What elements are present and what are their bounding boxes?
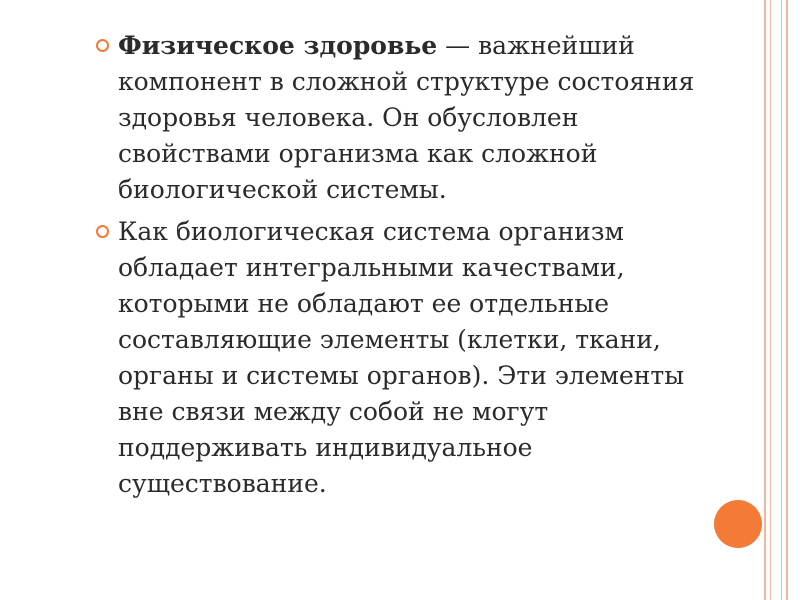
slide-content [94,28,714,508]
ring-bullet-icon [96,39,109,52]
orange-circle-decoration [714,500,762,548]
bullet-item [94,28,714,208]
decorative-line [770,0,771,600]
ring-bullet-icon [96,225,109,238]
bullet-text: Как биологическая система организм обладает интегральными качествами, которыми не обладают ее отдельные составляющие элементы (клетки, ткани, органы и системы органов). Эти элементы вне связи между собой не могут поддерживать индивидуальное существование. [118,217,685,498]
decorative-line [764,0,766,600]
bullet-bold-text: Физическое здоровье [118,31,438,60]
decorative-line [786,0,788,600]
bullet-item [94,214,714,502]
decorative-line [781,0,782,600]
bullet-text: — важнейший компонент в сложной структуре состояния здоровья человека. Он обусловлен свойствами организма как сложной биологической системы. [118,31,695,204]
